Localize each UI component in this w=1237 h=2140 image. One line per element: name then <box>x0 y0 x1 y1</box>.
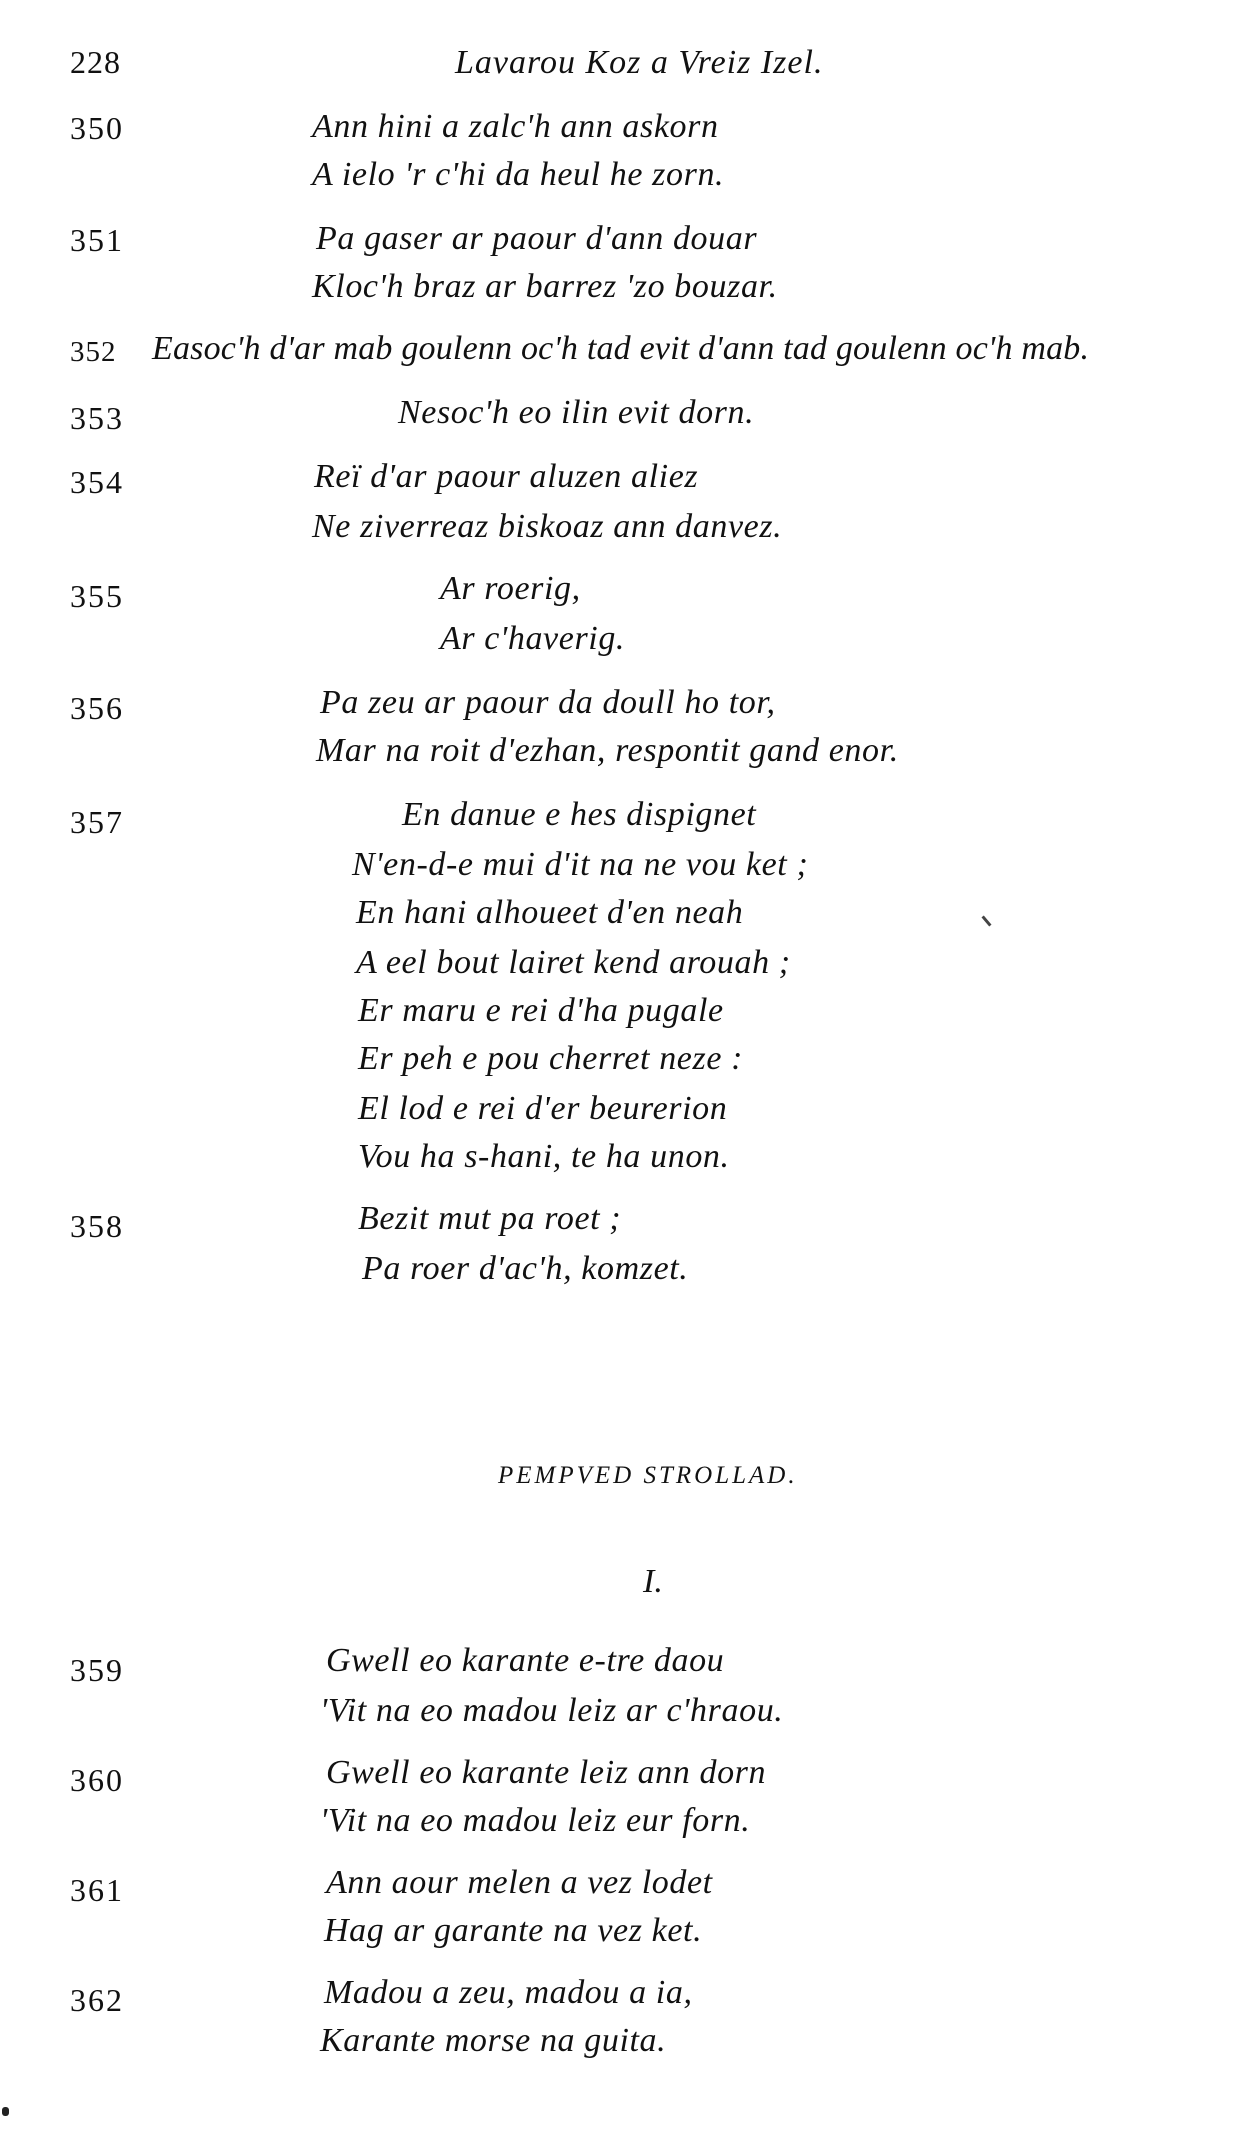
proverb-line: Nesoc'h eo ilin evit dorn. <box>398 394 755 431</box>
proverb-number: 353 <box>70 400 124 436</box>
running-title: Lavarou Koz a Vreiz Izel. <box>455 44 824 81</box>
proverb-line: 'Vit na eo madou leiz ar c'hraou. <box>320 1692 784 1729</box>
proverb-line: A ielo 'r c'hi da heul he zorn. <box>312 156 725 193</box>
proverb-line: Ann hini a zalc'h ann askorn <box>312 108 719 145</box>
proverb-line: Ar roerig, <box>440 570 581 607</box>
proverb-number: 350 <box>70 110 124 146</box>
proverb-line: Ne ziverreaz biskoaz ann danvez. <box>312 508 783 545</box>
proverb-line: Reï d'ar paour aluzen aliez <box>314 458 699 495</box>
proverb-line: Ann aour melen a vez lodet <box>326 1864 713 1901</box>
proverb-line: Karante morse na guita. <box>320 2022 667 2059</box>
proverb-number: 360 <box>70 1762 124 1798</box>
proverb-number: 354 <box>70 464 124 500</box>
proverb-line: Er peh e pou cherret neze : <box>358 1040 744 1077</box>
section-title: PEMPVED STROLLAD. <box>498 1462 798 1489</box>
proverb-line: Pa zeu ar paour da doull ho tor, <box>320 684 776 721</box>
proverb-number: 357 <box>70 804 124 840</box>
proverb-line: Gwell eo karante e-tre daou <box>326 1642 725 1679</box>
proverb-line: Madou a zeu, madou a ia, <box>324 1974 693 2011</box>
proverb-line: Vou ha s-hani, te ha unon. <box>358 1138 730 1175</box>
proverb-line: Hag ar garante na vez ket. <box>324 1912 703 1949</box>
proverb-line: Pa gaser ar paour d'ann douar <box>316 220 758 257</box>
proverb-line: N'en-d-e mui d'it na ne vou ket ; <box>352 846 809 883</box>
page-number: 228 <box>70 44 121 80</box>
proverb-line: Mar na roit d'ezhan, respontit gand enor. <box>316 732 899 769</box>
proverb-line: Bezit mut pa roet ; <box>358 1200 622 1237</box>
proverb-line: 'Vit na eo madou leiz eur forn. <box>320 1802 751 1839</box>
proverb-number: 352 <box>70 336 117 368</box>
proverb-number: 358 <box>70 1208 124 1244</box>
section-numeral: I. <box>643 1563 663 1600</box>
proverb-number: 356 <box>70 690 124 726</box>
scan-edge-mark <box>2 2107 9 2116</box>
proverb-number: 361 <box>70 1872 124 1908</box>
proverb-line: En danue e hes dispignet <box>402 796 757 833</box>
proverb-number: 351 <box>70 222 124 258</box>
proverb-line: Er maru e rei d'ha pugale <box>358 992 724 1029</box>
proverb-number: 355 <box>70 578 124 614</box>
proverb-line: El lod e rei d'er beurerion <box>358 1090 728 1127</box>
proverb-line: Ar c'haverig. <box>440 620 626 657</box>
proverb-line: En hani alhoueet d'en neah <box>356 894 744 931</box>
proverb-number: 362 <box>70 1982 124 2018</box>
proverb-line: Easoc'h d'ar mab goulenn oc'h tad evit d'ann tad goulenn oc'h mab. <box>152 330 1090 367</box>
proverb-line: Gwell eo karante leiz ann dorn <box>326 1754 767 1791</box>
proverb-line: A eel bout lairet kend arouah ; <box>356 944 791 981</box>
proverb-line: Kloc'h braz ar barrez 'zo bouzar. <box>312 268 778 305</box>
proverb-number: 359 <box>70 1652 124 1688</box>
proverb-line: Pa roer d'ac'h, komzet. <box>362 1250 689 1287</box>
stray-ink-mark <box>981 915 991 926</box>
